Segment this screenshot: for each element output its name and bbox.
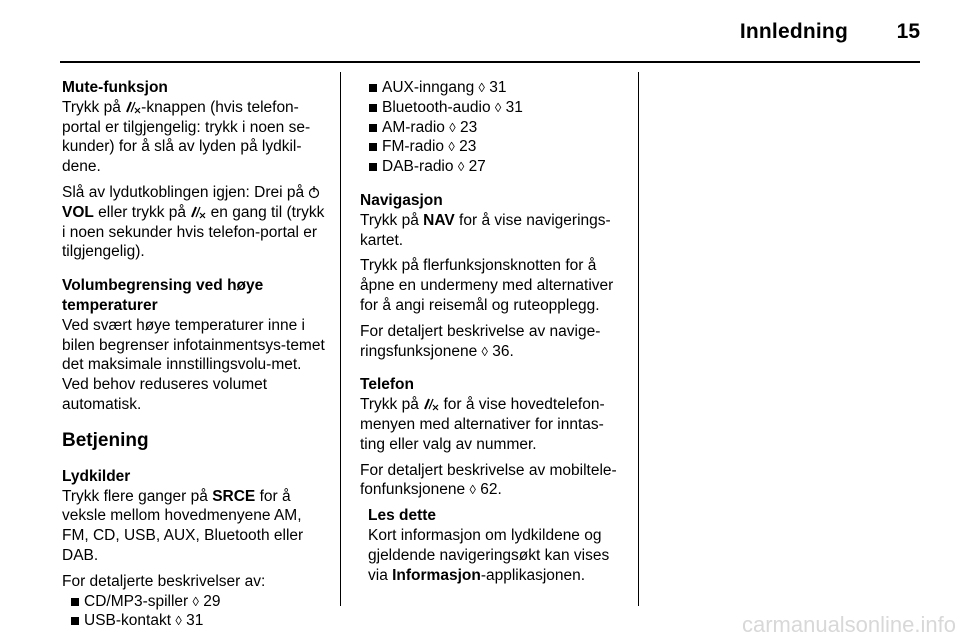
mute-heading: Mute-funksjon (62, 79, 168, 96)
note-box (360, 506, 628, 585)
text: Kort informasjon om lydkildene og gjeldende navigeringsøkt kan vises via (368, 526, 610, 584)
page-ref: 36. (492, 342, 514, 360)
sources-paragraph-2: For detaljerte beskrivelser av: (62, 572, 266, 590)
text: -knappen (hvis telefon-portal er tilgjengelig: trykk i noen se-kunder) for å slå av lyden på lydkil-dene. (62, 98, 311, 176)
column-divider-1 (340, 72, 341, 606)
phone-paragraph-2: For detaljert beskrivelse av mobiltele-fonfunksjonene ◊ 62. (360, 461, 617, 499)
column-left (62, 78, 328, 631)
list-item: DAB-radio ◊ 27 (368, 157, 628, 177)
text: for å vise hovedtelefon-menyen med alternativer for inntas-ting eller valg av nummer. (360, 396, 605, 453)
page-ref: 62. (480, 481, 502, 499)
text: Trykk på (360, 396, 424, 414)
text: eller trykk på (93, 203, 191, 221)
phone-mute-icon (125, 100, 141, 114)
phone-mute-icon (423, 397, 439, 411)
text: Trykk flere ganger på (62, 487, 213, 505)
info-label: Informasjon (392, 566, 481, 584)
text: For detaljert beskrivelse av mobiltele-fonfunksjonene (360, 461, 617, 499)
navigation-paragraph-2: Trykk på flerfunksjonsknotten for å åpne en undermeny med alternativer for å angi reisemål og ruteopplegg. (360, 257, 614, 314)
mute-paragraph-1 (62, 98, 328, 177)
sources-heading: Lydkilder (62, 467, 131, 485)
phone-paragraph-1 (360, 395, 628, 454)
list-item: AUX-inngang ◊ 31 (368, 78, 628, 98)
list-item: USB-kontakt ◊ 31 (70, 611, 328, 631)
phone-mute-icon (190, 205, 206, 219)
volume-limit-heading: Volumbegrensing ved høye temperaturer (62, 277, 264, 314)
navigation-paragraph-3: For detaljert beskrivelse av navige-ringsfunksjonene ◊ 36. (360, 322, 601, 360)
text: for å vise navigerings-kartet. (360, 211, 611, 249)
navigation-paragraph-1 (360, 211, 628, 251)
volume-limit-paragraph: Ved svært høye temperaturer inne i bilen begrenser infotainmentsys-temet det maksimale innstillingsvolu-met. Ved behov reduseres volumet automatisk. (62, 316, 325, 413)
knob-icon (308, 185, 320, 199)
text: Trykk på (62, 98, 126, 116)
navigation-heading: Navigasjon (360, 191, 443, 209)
sources-paragraph-1 (62, 487, 328, 566)
note-heading: Les dette (368, 507, 437, 525)
page-title: Innledning (739, 20, 848, 43)
text: for å veksle mellom hovedmenyene AM, FM, CD, USB, AUX, Bluetooth eller DAB. (62, 487, 304, 564)
column-divider-2 (638, 72, 639, 606)
list-item: Bluetooth-audio ◊ 31 (368, 98, 628, 118)
section-title: Betjening (62, 429, 149, 451)
phone-heading: Telefon (360, 376, 414, 394)
text: For detaljert beskrivelse av navige-ringsfunksjonene (360, 322, 601, 360)
note-paragraph (368, 526, 628, 585)
text: Trykk på (360, 211, 424, 229)
srce-label: SRCE (212, 487, 256, 505)
watermark: carmanualsonline.info (741, 612, 956, 637)
page-header (60, 18, 920, 52)
list-item: FM-radio ◊ 23 (368, 137, 628, 157)
text: Slå av lydutkoblingen igjen: Drei på (62, 183, 309, 201)
list-item: CD/MP3-spiller ◊ 29 (70, 592, 328, 612)
vol-label: VOL (62, 203, 94, 221)
text: en gang til (trykk i noen sekunder hvis telefon-portal er tilgjengelig). (62, 203, 325, 261)
mute-paragraph-2 (62, 183, 328, 262)
list-item: AM-radio ◊ 23 (368, 118, 628, 138)
nav-label: NAV (423, 211, 455, 229)
text: -applikasjonen. (480, 566, 586, 584)
header-divider (60, 61, 920, 63)
column-middle (360, 78, 628, 585)
page-number: 15 (896, 20, 920, 43)
